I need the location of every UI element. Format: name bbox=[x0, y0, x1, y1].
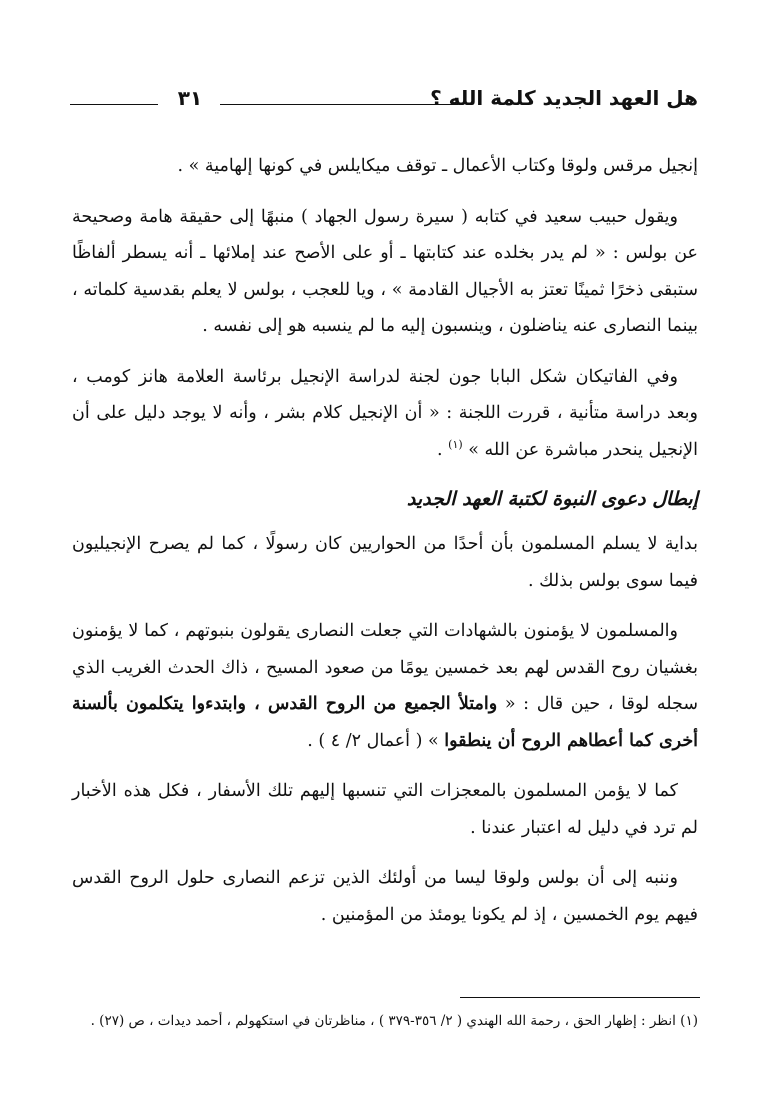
footnote-rule bbox=[460, 997, 700, 998]
paragraph-2: ويقول حبيب سعيد في كتابه ( سيرة رسول الجهاد ) منبهًا إلى حقيقة هامة وصحيحة عن بولس : « لم يدر بخلده عند كتابتها ـ أو على الأصح عند إملائها ـ أنه يسطر ألفاظًا ستبقى ذخرًا ثمينًا تعتز به الأجيال القادمة » ، ويا للعجب ، بولس لا يعلم بقدسية كلماته ، بينما النصارى عنه يناضلون ، وينسبون إليه ما لم ينسبه هو إلى نفسه . bbox=[72, 206, 698, 336]
page-number: ٣١ bbox=[177, 86, 203, 110]
paragraph-3-end: . bbox=[437, 439, 449, 460]
paragraph-6: كما لا يؤمن المسلمون بالمعجزات التي تنسبها إليهم تلك الأسفار ، فكل هذه الأخبار لم ترد في دليل له اعتبار عندنا . bbox=[72, 781, 698, 838]
paragraph-5-citation: » ( أعمال ٢/ ٤ ) . bbox=[307, 730, 445, 751]
footnote: (١) انظر : إظهار الحق ، رحمة الله الهندي ( ٢/ ٣٥٦-٣٧٩ ) ، مناظرتان في استكهولم ، أحمد ديدات ، ص (٢٧) . bbox=[90, 1013, 698, 1029]
paragraph-3-text: وفي الفاتيكان شكل البابا جون لجنة لدراسة الإنجيل برئاسة العلامة هانز كومب ، وبعد دراسة متأنية ، قررت اللجنة : « أن الإنجيل كلام بشر ، وأنه لا يوجد دليل على أن الإنجيل ينحدر مباشرة عن الله » bbox=[72, 366, 698, 460]
paragraph-5-text: والمسلمون لا يؤمنون بالشهادات التي جعلت النصارى يقولون بنبوتهم ، كما لا يؤمنون بغشيان روح القدس لهم بعد خمسين يومًا من صعود المسيح ، ذاك الحدث الغريب الذي سجله لوقا ، حين قال : « bbox=[72, 621, 698, 714]
paragraph-5 bbox=[72, 613, 698, 759]
header-rule bbox=[220, 104, 458, 105]
paragraph-1: إنجيل مرقس ولوقا وكتاب الأعمال ـ توقف ميكايلس في كونها إلهامية » . bbox=[177, 156, 698, 176]
quoted-verse: وامتلأ الجميع من الروح القدس ، وابتدءوا يتكلمون بألسنة أخرى كما أعطاهم الروح أن ينطقوا bbox=[72, 694, 698, 751]
body-text bbox=[72, 148, 698, 947]
section-heading: إبطال دعوى النبوة لكتبة العهد الجديد bbox=[406, 488, 698, 510]
paragraph-3 bbox=[72, 359, 698, 469]
paragraph-7: وننبه إلى أن بولس ولوقا ليسا من أولئك الذين تزعم النصارى حلول الروح القدس فيهم يوم الخمسين ، إذ لم يكونا يومئذ من المؤمنين . bbox=[72, 868, 698, 925]
running-header bbox=[70, 82, 698, 122]
paragraph-4: بداية لا يسلم المسلمون بأن أحدًا من الحواريين كان رسولًا ، كما لم يصرح الإنجيليون فيما سوى بولس بذلك . bbox=[72, 534, 698, 591]
running-title: هل العهد الجديد كلمة الله ؟ bbox=[430, 86, 698, 110]
header-rule-short bbox=[70, 104, 158, 105]
footnote-reference[interactable]: (١) bbox=[448, 437, 463, 451]
